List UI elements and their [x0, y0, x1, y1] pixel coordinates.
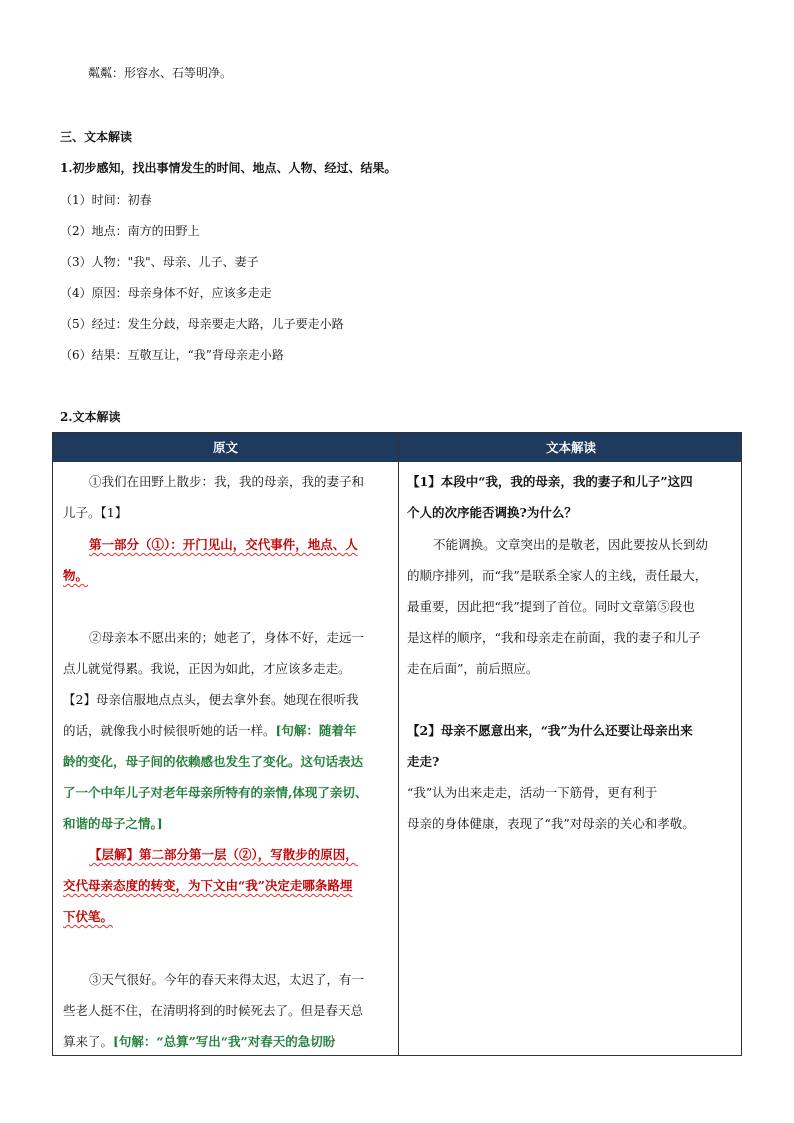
sentence-note-2: [句解：“总算”写出“我”对春天的急切盼 — [113, 1034, 336, 1049]
analysis-answer-2-line-2: 母亲的身体健康，表现了“我”对母亲的关心和孝敬。 — [407, 816, 695, 831]
summary-item-process: （5）经过：发生分歧，母亲要走大路，儿子要走小路 — [60, 317, 344, 331]
analysis-answer-1-line-2: 的顺序排列，而“我”是联系全家人的主线，责任最大， — [407, 568, 708, 583]
layer-note-line-1: 【层解】第二部分第一层（②），写散步的原因， — [89, 847, 358, 862]
paragraph-2-line-4 — [63, 721, 356, 739]
summary-item-place: （2）地点：南方的田野上 — [60, 224, 200, 238]
sentence-note-1-line-4: 和谐的母子之情。] — [63, 816, 163, 831]
table-header — [53, 433, 741, 462]
paragraph-3-line-2: 些老人挺不住，在清明将到的时候死去了。但是春天总 — [63, 1003, 364, 1018]
analysis-question-2-line-1: 【2】母亲不愿意出来，“我”为什么还要让母亲出来 — [407, 723, 693, 738]
analysis-answer-1-line-1: 不能调换。文章突出的是敬老，因此要按从长到幼 — [433, 537, 709, 552]
summary-item-people: （3）人物："我"、母亲、儿子、妻子 — [60, 255, 259, 269]
analysis-question-1-line-1: 【1】本段中“我，我的母亲，我的妻子和儿子”这四 — [407, 474, 693, 489]
section-heading: 三、文本解读 — [60, 130, 133, 144]
summary-item-time: （1）时间：初春 — [60, 193, 152, 207]
header-text-analysis: 文本解读 — [545, 440, 596, 455]
analysis-answer-1-line-5: 走在后面”，前后照应。 — [407, 661, 539, 676]
analysis-answer-1-line-4: 是这样的顺序，“我和母亲走在前面，我的妻子和儿子 — [407, 630, 701, 645]
text-analysis-cell — [399, 462, 743, 1055]
paragraph-3-line-3 — [63, 1032, 335, 1050]
part-1-summary-line-1: 第一部分（①）：开门见山，交代事件，地点、人 — [89, 537, 358, 552]
summary-item-result: （6）结果：互敬互让，“我”背母亲走小路 — [60, 348, 284, 362]
analysis-answer-1-line-3: 最重要，因此把“我”提到了首位。同时文章第⑤段也 — [407, 599, 695, 614]
paragraph-2-line-1: ②母亲本不愿出来的；她老了，身体不好，走远一 — [89, 630, 365, 645]
layer-note-line-3: 下伏笔。 — [63, 909, 114, 924]
summary-item-cause: （4）原因：母亲身体不好，应该多走走 — [60, 286, 272, 300]
analysis-question-2-line-2: 走走? — [407, 754, 440, 769]
question-1-title: 1.初步感知，找出事情发生的时间、地点、人物、经过、结果。 — [60, 161, 397, 175]
analysis-answer-2-line-1: “我”认为出来走走，活动一下筋骨，更有利于 — [407, 785, 658, 800]
layer-note-line-2: 交代母亲态度的转变，为下文由“我”决定走哪条路埋 — [63, 878, 353, 893]
original-text-cell — [53, 462, 398, 1055]
paragraph-3-line-1: ③天气很好。今年的春天来得太迟，太迟了，有一 — [89, 972, 365, 987]
sentence-note-1: [句解：随着年 — [275, 723, 357, 738]
paragraph-2-text: 的话，就像我小时候很听她的话一样。 — [63, 723, 276, 738]
question-2-title: 2.文本解读 — [60, 410, 121, 424]
sentence-note-1-line-2: 龄的变化，母子间的依赖感也发生了变化。这句话表达 — [63, 754, 364, 769]
paragraph-1-line-2: 儿子。【1】 — [63, 505, 128, 520]
top-note: 粼粼：形容水、石等明净。 — [88, 66, 233, 80]
paragraph-1-line-1: ①我们在田野上散步：我，我的母亲，我的妻子和 — [89, 474, 365, 489]
paragraph-2-line-2: 点儿就觉得累。我说，正因为如此，才应该多走走。 — [63, 661, 351, 676]
analysis-table — [52, 432, 742, 1056]
paragraph-2-line-3: 【2】母亲信服地点点头，便去拿外套。她现在很听我 — [63, 692, 359, 707]
part-1-summary-line-2: 物。 — [63, 568, 89, 583]
analysis-question-1-line-2: 个人的次序能否调换?为什么？ — [407, 505, 577, 520]
sentence-note-1-line-3: 了一个中年儿子对老年母亲所特有的亲情,体现了亲切、 — [63, 785, 368, 800]
header-original-text: 原文 — [212, 440, 238, 455]
paragraph-3-text: 算来了。 — [63, 1034, 114, 1049]
